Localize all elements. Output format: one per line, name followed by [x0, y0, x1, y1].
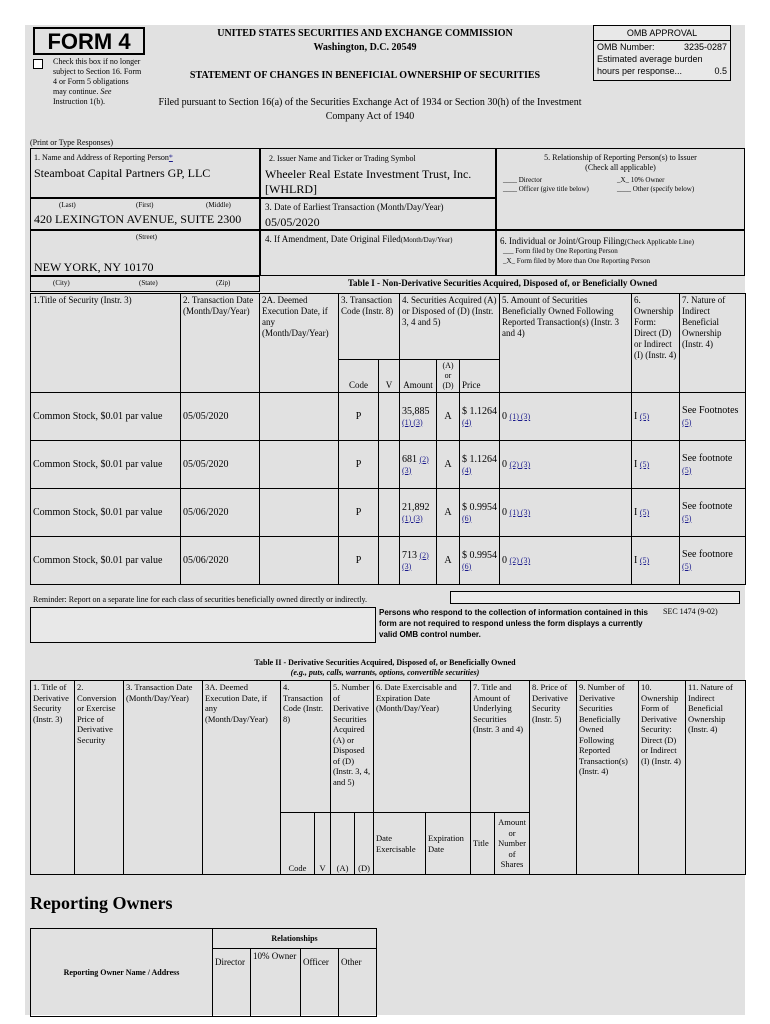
transaction-date: 05/05/2020 [181, 441, 260, 489]
amendment-box [260, 230, 496, 276]
amount-footnote[interactable]: (2) [419, 454, 429, 464]
reporting-owners-table [30, 928, 377, 1017]
ownership-form: I [634, 459, 638, 470]
officer-option: Officer (give title below) [518, 185, 589, 193]
director-option: Director [518, 176, 543, 184]
form-page [25, 25, 745, 1015]
omb-hours: 0.5 [714, 66, 727, 76]
transaction-date: 05/06/2020 [181, 489, 260, 537]
amendment-sub: (Month/Day/Year) [400, 236, 453, 244]
price: $ 0.9954 [462, 549, 497, 561]
street-box [30, 230, 260, 276]
nature-text: See footnore [682, 548, 733, 560]
zip-label: (Zip) [216, 279, 231, 287]
nature-text: See Footnotes [682, 404, 739, 416]
form-footnote[interactable]: (5) [639, 508, 650, 517]
t2-h-deemed: 3A. Deemed Execution Date, if any (Month/Day/Year) [203, 681, 281, 875]
t2-h-nature: 11. Nature of Indirect Beneficial Ownership (Instr. 4) [686, 681, 746, 875]
amount: 21,892 [402, 501, 430, 513]
amount: 35,885 [402, 405, 430, 417]
reminder: Reminder: Report on a separate line for each class of securities beneficially owned directly or indirectly. [33, 595, 368, 604]
last-label: (Last) [59, 201, 76, 209]
form-footnote[interactable]: (5) [639, 412, 650, 421]
owned-footnote[interactable]: (1) (3) [509, 508, 531, 517]
transaction-code: P [339, 537, 379, 585]
nature-text: See footnote [682, 500, 733, 512]
checkbox-label: Check this box if no longer subject to Section 16. Form 4 or Form 5 obligations may continue. See Instruction 1(b). [53, 57, 142, 106]
amount: 713 [402, 549, 417, 561]
issuer-name: Wheeler Real Estate Investment Trust, Inc. [265, 167, 472, 181]
price-footnote[interactable]: (6) [462, 561, 472, 571]
owned-footnote[interactable]: (1) (3) [509, 412, 531, 421]
form-footnote[interactable]: (5) [639, 556, 650, 565]
reporting-owners-heading: Reporting Owners [30, 893, 173, 913]
agency-city: Washington, D.C. 20549 [313, 42, 417, 53]
relationship-box: 5. Relationship of Reporting Person(s) to Issuer (Check all applicable) ____ Director _X_ 10% Owner ____ Officer (give title below) ____ Other (specify below) [496, 148, 745, 230]
t2-h-exercisable: 6. Date Exercisable and Expiration Date (Month/Day/Year) [374, 681, 471, 813]
transaction-date: 05/06/2020 [181, 537, 260, 585]
t1-sub-code: Code [339, 360, 379, 393]
table1 [30, 293, 746, 585]
owned-footnote[interactable]: (2) (3) [509, 460, 531, 469]
ownership-form: I [634, 555, 638, 566]
t2-h-owned: 9. Number of Derivative Securities Beneficially Owned Following Reported Transaction(s) (Instr. 4) [577, 681, 639, 875]
t1-h-code: 3. Transaction Code (Instr. 8) [339, 294, 400, 360]
t2-sub-expiration: Expiration Date [426, 813, 471, 875]
price-footnote[interactable]: (4) [462, 417, 472, 427]
amount-footnote[interactable]: (2) [419, 550, 429, 560]
street-label: (Street) [136, 233, 157, 241]
agency-name: UNITED STATES SECURITIES AND EXCHANGE COMMISSION [217, 28, 513, 39]
security-title: Common Stock, $0.01 par value [31, 537, 181, 585]
transaction-code: P [339, 489, 379, 537]
t2-sub-title: Title [471, 813, 495, 875]
t2-sub-a: (A) [331, 813, 355, 875]
persons-respond: Persons who respond to the collection of information contained in this form are not required to respond unless the form displays a currently valid OMB control number. [379, 608, 648, 639]
relationships-header: Relationships [213, 929, 377, 949]
filing-box [496, 230, 745, 276]
security-title: Common Stock, $0.01 par value [31, 393, 181, 441]
ten-pct-mark: _X_ [617, 176, 630, 184]
nature-text: See footnote [682, 452, 733, 464]
nature-footnote[interactable]: (5) [682, 465, 692, 475]
ownership-form: I [634, 411, 638, 422]
no-longer-subject-checkbox[interactable] [33, 59, 43, 69]
filing-label: 6. Individual or Joint/Group Filing [500, 236, 625, 246]
amount-footnote-2[interactable]: (3) [402, 561, 412, 571]
t2-sub-code: Code [281, 813, 315, 875]
owned-amount: 0 [502, 411, 508, 422]
t1-h-deemed: 2A. Deemed Execution Date, if any (Month/Day/Year) [260, 294, 339, 393]
owned-amount: 0 [502, 555, 508, 566]
t2-h-date: 3. Transaction Date (Month/Day/Year) [124, 681, 203, 875]
owned-amount: 0 [502, 459, 508, 470]
filing-option-group: _X_ Form filed by More than One Reporting Person [503, 257, 650, 265]
earliest-date-box [260, 198, 496, 230]
ten-pct-option: 10% Owner [630, 176, 665, 184]
omb-title: OMB APPROVAL [626, 28, 698, 38]
omb-number: 3235-0287 [683, 42, 727, 52]
table1-title: Table I - Non-Derivative Securities Acquired, Disposed of, or Beneficially Owned [347, 278, 658, 288]
t1-h-acquired: 4. Securities Acquired (A) or Disposed of (D) (Instr. 3, 4 and 5) [400, 294, 500, 360]
t2-h-conversion: 2. Conversion or Exercise Price of Derivative Security [75, 681, 124, 875]
print-type: (Print or Type Responses) [30, 138, 114, 147]
acquired-disposed: A [437, 489, 460, 537]
city-state-zip-box [30, 276, 260, 292]
table-row [31, 489, 746, 537]
security-title: Common Stock, $0.01 par value [31, 441, 181, 489]
reporting-person-address: 420 LEXINGTON AVENUE, SUITE 2300 [34, 212, 242, 226]
owned-amount: 0 [502, 507, 508, 518]
earliest-date-label: 3. Date of Earliest Transaction (Month/Day/Year) [265, 202, 444, 212]
reminder-box [30, 607, 376, 643]
t2-h-title: 1. Title of Derivative Security (Instr. 3) [31, 681, 75, 875]
t1-sub-aord: (A) or (D) [437, 360, 460, 393]
ownership-form: I [634, 507, 638, 518]
owner-officer-col: Officer [301, 949, 339, 1017]
table2 [30, 680, 746, 875]
issuer-label: 2. Issuer Name and Ticker or Trading Symbol [269, 154, 416, 163]
nature-footnote[interactable]: (5) [682, 513, 692, 523]
t2-h-code: 4. Transaction Code (Instr. 8) [281, 681, 331, 813]
omb-burden: Estimated average burden [597, 54, 703, 64]
owner-director-col: Director [213, 949, 251, 1017]
t2-sub-exercisable: Date Exercisable [374, 813, 426, 875]
table-row [31, 393, 746, 441]
middle-label: (Middle) [206, 201, 231, 209]
t2-h-price: 8. Price of Derivative Security (Instr. 5) [530, 681, 577, 875]
city-label: (City) [53, 279, 70, 287]
t2-h-form: 10. Ownership Form of Derivative Security: Direct (D) or Indirect (I) (Instr. 4) [639, 681, 686, 875]
t1-sub-price: Price [460, 360, 500, 393]
omb-hours-label: hours per response... [597, 66, 683, 76]
t2-sub-v: V [315, 813, 331, 875]
relationship-label: 5. Relationship of Reporting Person(s) to Issuer [544, 153, 697, 162]
state-label: (State) [139, 279, 158, 287]
transaction-code: P [339, 441, 379, 489]
price-footnote[interactable]: (6) [462, 513, 472, 523]
acquired-disposed: A [437, 393, 460, 441]
t1-h-form: 6. Ownership Form: Direct (D) or Indirect (I) (Instr. 4) [632, 294, 680, 393]
price: $ 1.1264 [462, 453, 497, 465]
owner-name-col: Reporting Owner Name / Address [31, 929, 213, 1017]
t1-sub-v: V [379, 360, 400, 393]
t1-h-date: 2. Transaction Date (Month/Day/Year) [181, 294, 260, 393]
statement-title: STATEMENT OF CHANGES IN BENEFICIAL OWNERSHIP OF SECURITIES [189, 70, 541, 81]
filing-sub: (Check Applicable Line) [624, 238, 694, 246]
security-title: Common Stock, $0.01 par value [31, 489, 181, 537]
reporting-person-label: 1. Name and Address of Reporting Person [34, 153, 169, 162]
sec-number: SEC 1474 (9-02) [663, 607, 718, 616]
omb-approval-box [593, 25, 731, 81]
t2-h-number: 5. Number of Derivative Securities Acquired (A) or Disposed of (D) (Instr. 3, 4, and 5) [331, 681, 374, 813]
reporting-person-asterisk[interactable]: * [168, 153, 173, 162]
amount-footnote[interactable]: (1) (3) [402, 513, 423, 523]
owner-other-col: Other [339, 949, 377, 1017]
first-label: (First) [136, 201, 154, 209]
form-footnote[interactable]: (5) [639, 460, 650, 469]
owned-footnote[interactable]: (2) (3) [509, 556, 531, 565]
name-parts-box [30, 198, 260, 230]
amount-footnote[interactable]: (1) (3) [402, 417, 423, 427]
price: $ 0.9954 [462, 501, 497, 513]
reporting-person-name: Steamboat Capital Partners GP, LLC [34, 166, 211, 180]
amount-footnote-2[interactable]: (3) [402, 465, 412, 475]
issuer-ticker: [WHLRD] [265, 182, 317, 196]
issuer-box [260, 148, 496, 198]
t1-h-nature: 7. Nature of Indirect Beneficial Ownership (Instr. 4) [680, 294, 746, 393]
table-row [31, 537, 746, 585]
amendment-label: 4. If Amendment, Date Original Filed [265, 234, 401, 244]
t2-h-underlying: 7. Title and Amount of Underlying Securities (Instr. 3 and 4) [471, 681, 530, 813]
price: $ 1.1264 [462, 405, 497, 417]
omb-number-label: OMB Number: [597, 42, 655, 52]
acquired-disposed: A [437, 441, 460, 489]
reporting-person-box [30, 148, 260, 198]
t2-sub-amount: Amount or Number of Shares [495, 813, 530, 875]
t1-sub-amount: Amount [400, 360, 437, 393]
t1-h-owned: 5. Amount of Securities Beneficially Owned Following Reported Transaction(s) (Instr. 3 and 4) [500, 294, 632, 393]
other-option: Other (specify below) [632, 185, 695, 193]
filing-option-one: ___ Form filed by One Reporting Person [503, 247, 618, 255]
relationship-check: (Check all applicable) [585, 163, 656, 172]
nature-footnote[interactable]: (5) [682, 417, 692, 427]
reminder-field [450, 591, 740, 604]
nature-footnote[interactable]: (5) [682, 561, 692, 571]
form-title: FORM 4 [47, 29, 131, 54]
reporting-person-city: NEW YORK, NY 10170 [34, 260, 154, 274]
amount: 681 [402, 453, 417, 465]
table2-title: Table II - Derivative Securities Acquired, Disposed of, or Beneficially Owned [254, 658, 516, 667]
earliest-date: 05/05/2020 [265, 215, 320, 229]
table-row [31, 441, 746, 489]
table2-subtitle: (e.g., puts, calls, warrants, options, convertible securities) [290, 668, 480, 677]
acquired-disposed: A [437, 537, 460, 585]
price-footnote[interactable]: (4) [462, 465, 472, 475]
filed-pursuant: Filed pursuant to Section 16(a) of the Securities Exchange Act of 1934 or Section 30(h) of the Investment Company Act of 1940 [158, 97, 582, 122]
owner-ten-pct-col: 10% Owner [251, 949, 301, 1017]
transaction-date: 05/05/2020 [181, 393, 260, 441]
transaction-code: P [339, 393, 379, 441]
t2-sub-d: (D) [355, 813, 374, 875]
form-title-box [33, 27, 145, 55]
t1-h-title: 1.Title of Security (Instr. 3) [31, 294, 181, 393]
